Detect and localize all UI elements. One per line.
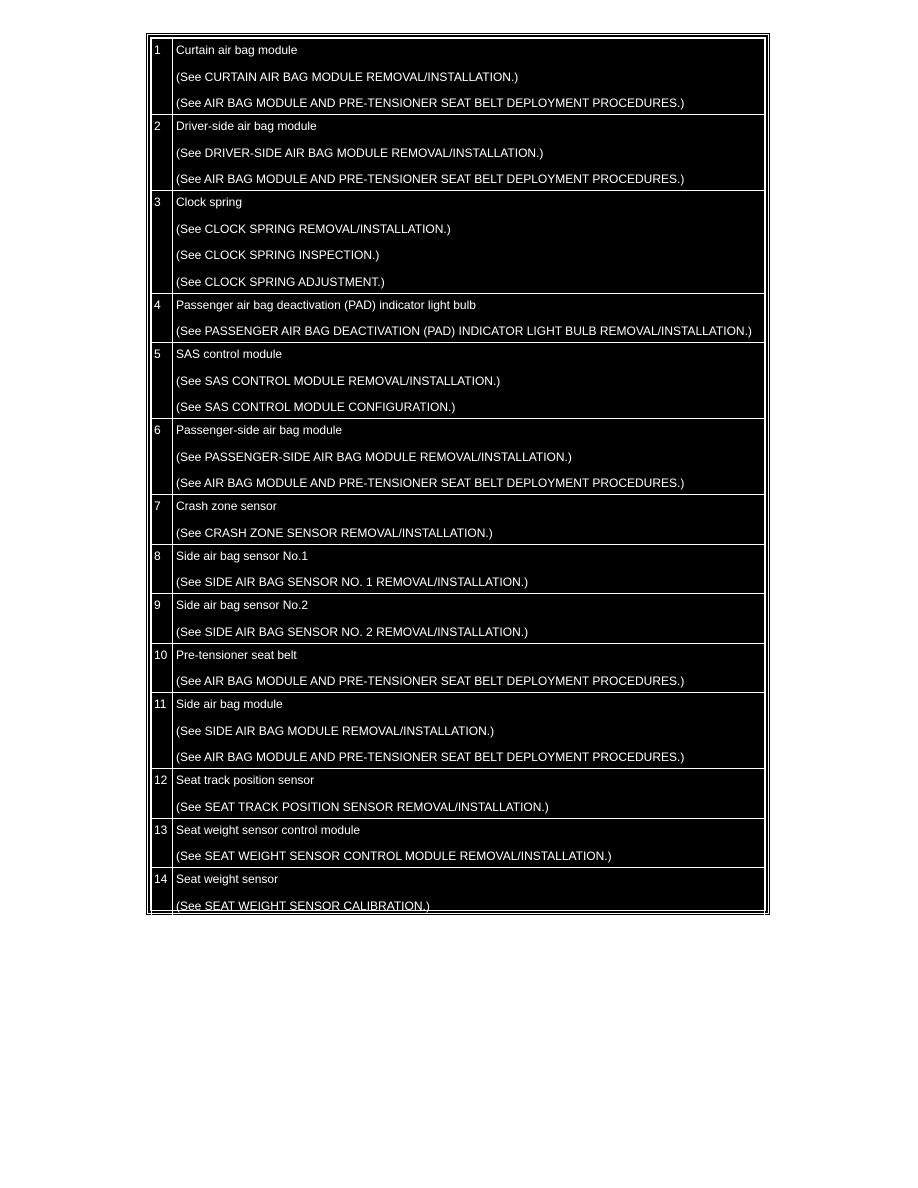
row-number: 5: [152, 343, 173, 419]
reference-link-text: (See DRIVER-SIDE AIR BAG MODULE REMOVAL/INSTALLATION.): [176, 145, 544, 160]
parts-table-inner-border: [150, 37, 766, 939]
component-name: Passenger-side air bag module: [176, 423, 343, 437]
reference-link-text: (See CLOCK SPRING REMOVAL/INSTALLATION.): [176, 221, 451, 236]
component-name: Side air bag sensor No.1: [176, 548, 309, 563]
component-name: Seat weight sensor: [176, 872, 279, 886]
component-name: Side air bag sensor No.2: [176, 598, 309, 612]
component-name: SAS control module: [176, 347, 283, 361]
reference-link-text: (See CLOCK SPRING ADJUSTMENT.): [176, 274, 385, 289]
row-number: 4: [152, 293, 173, 343]
table-row: [152, 419, 765, 495]
row-content: [173, 293, 765, 343]
reference-link-text: (See SEAT WEIGHT SENSOR INSPECTION.): [176, 925, 425, 939]
reference-link-text: (See SIDE AIR BAG SENSOR NO. 1 REMOVAL/INSTALLATION.): [176, 575, 529, 589]
component-name: Side air bag module: [176, 697, 283, 711]
table-row: [152, 868, 765, 944]
table-row: [152, 544, 765, 594]
row-number: 14: [152, 868, 173, 944]
row-number: 1: [152, 39, 173, 115]
row-number: 7: [152, 495, 173, 545]
row-content: [173, 419, 765, 495]
table-row: [152, 293, 765, 343]
row-content: [173, 343, 765, 419]
row-number: 6: [152, 419, 173, 495]
reference-link-text: (See SEAT TRACK POSITION SENSOR REMOVAL/INSTALLATION.): [176, 799, 549, 814]
reference-link-text: (See AIR BAG MODULE AND PRE-TENSIONER SEAT BELT DEPLOYMENT PROCEDURES.): [176, 172, 685, 186]
component-name: Seat weight sensor control module: [176, 822, 361, 837]
table-row: [152, 115, 765, 191]
table-row: [152, 643, 765, 693]
reference-link-text: (See CLOCK SPRING INSPECTION.): [176, 248, 380, 262]
row-number: 13: [152, 818, 173, 868]
table-row: [152, 191, 765, 294]
row-number: 2: [152, 115, 173, 191]
row-content: [173, 115, 765, 191]
reference-link-text: (See AIR BAG MODULE AND PRE-TENSIONER SEAT BELT DEPLOYMENT PROCEDURES.): [176, 674, 685, 688]
component-name: Seat track position sensor: [176, 773, 315, 787]
row-content: [173, 769, 765, 819]
reference-link-text: (See SEAT WEIGHT SENSOR CALIBRATION.): [176, 898, 430, 913]
row-content: [173, 191, 765, 294]
row-content: [173, 594, 765, 644]
row-content: [173, 643, 765, 693]
reference-link-text: (See SIDE AIR BAG SENSOR NO. 2 REMOVAL/INSTALLATION.): [176, 624, 529, 639]
table-row: [152, 693, 765, 769]
table-row: [152, 495, 765, 545]
row-content: [173, 544, 765, 594]
row-number: 10: [152, 643, 173, 693]
parts-table-frame: [147, 34, 769, 939]
row-content: [173, 693, 765, 769]
row-number: 12: [152, 769, 173, 819]
table-row: [152, 769, 765, 819]
row-number: 8: [152, 544, 173, 594]
table-row: [152, 818, 765, 868]
component-name: Clock spring: [176, 195, 243, 209]
row-content: [173, 818, 765, 868]
component-name: Crash zone sensor: [176, 499, 277, 513]
reference-link-text: (See AIR BAG MODULE AND PRE-TENSIONER SEAT BELT DEPLOYMENT PROCEDURES.): [176, 96, 685, 110]
table-row: [152, 343, 765, 419]
reference-link-text: (See SAS CONTROL MODULE REMOVAL/INSTALLATION.): [176, 373, 501, 388]
reference-link-text: (See CRASH ZONE SENSOR REMOVAL/INSTALLATION.): [176, 525, 493, 540]
row-number: 3: [152, 191, 173, 294]
reference-link-text: (See AIR BAG MODULE AND PRE-TENSIONER SEAT BELT DEPLOYMENT PROCEDURES.): [176, 750, 685, 764]
component-name: Driver-side air bag module: [176, 119, 317, 133]
parts-table-body: [152, 39, 765, 944]
table-row: [152, 594, 765, 644]
reference-link-text: (See SIDE AIR BAG MODULE REMOVAL/INSTALLATION.): [176, 723, 495, 738]
reference-link-text: (See PASSENGER AIR BAG DEACTIVATION (PAD) INDICATOR LIGHT BULB REMOVAL/INSTALLATION.): [176, 324, 752, 338]
reference-link-text: (See SEAT WEIGHT SENSOR CONTROL MODULE REMOVAL/INSTALLATION.): [176, 849, 612, 863]
row-content: [173, 868, 765, 944]
reference-link-text: (See CURTAIN AIR BAG MODULE REMOVAL/INSTALLATION.): [176, 69, 519, 84]
reference-link-text: (See PASSENGER-SIDE AIR BAG MODULE REMOVAL/INSTALLATION.): [176, 449, 572, 464]
component-name: Passenger air bag deactivation (PAD) indicator light bulb: [176, 297, 476, 312]
row-number: 9: [152, 594, 173, 644]
component-name: Pre-tensioner seat belt: [176, 647, 297, 662]
reference-link-text: (See AIR BAG MODULE AND PRE-TENSIONER SEAT BELT DEPLOYMENT PROCEDURES.): [176, 476, 685, 490]
table-row: [152, 39, 765, 115]
reference-link-text: (See SAS CONTROL MODULE CONFIGURATION.): [176, 400, 456, 414]
row-number: 11: [152, 693, 173, 769]
row-content: [173, 39, 765, 115]
component-name: Curtain air bag module: [176, 43, 298, 57]
row-content: [173, 495, 765, 545]
parts-table: [151, 38, 765, 944]
